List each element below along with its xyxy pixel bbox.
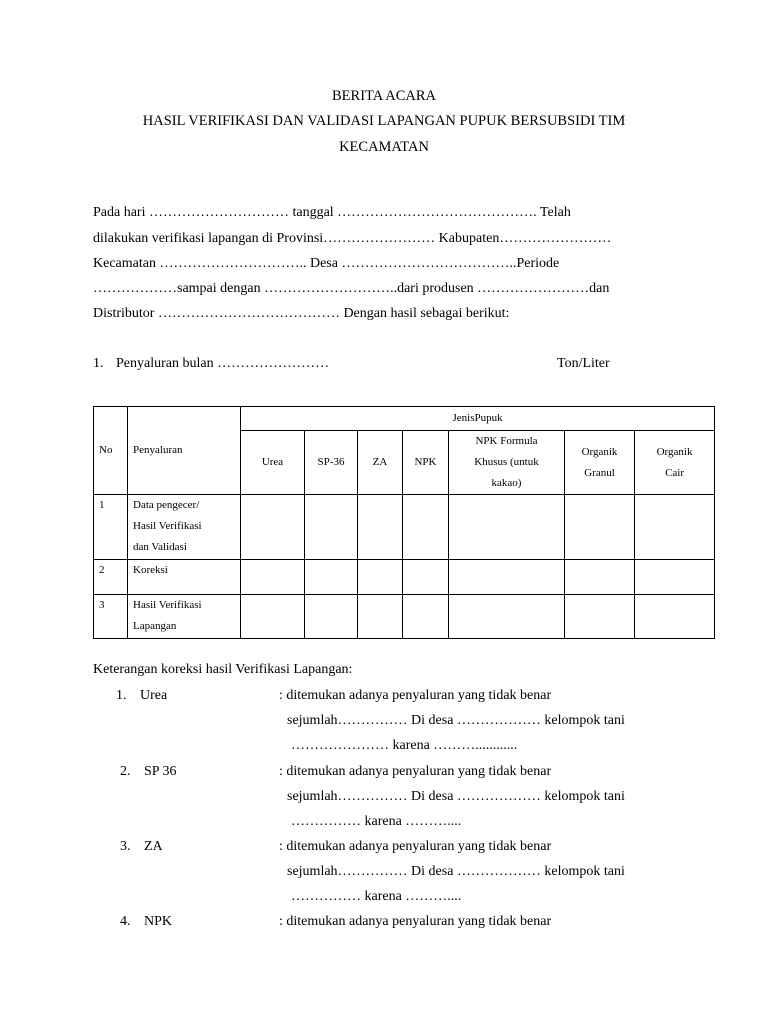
row-label-l1: Data pengecer/	[133, 499, 200, 511]
ket-item-num: 2.	[120, 764, 131, 779]
cell	[241, 560, 305, 595]
cell	[635, 595, 715, 639]
doc-subtitle-cont: KECAMATAN	[339, 139, 429, 155]
row-no: 1	[94, 495, 128, 560]
penyaluran-table	[93, 406, 715, 639]
ket-item-line2: sejumlah…………… Di desa ……………… kelompok tani	[287, 789, 625, 804]
cell	[403, 495, 449, 560]
head-penyaluran: Penyaluran	[128, 407, 241, 495]
cell	[358, 595, 403, 639]
intro-line-4: ………………sampai dengan ………………………..dari produsen ……………………dan	[93, 281, 610, 296]
cell	[449, 595, 565, 639]
cell	[635, 560, 715, 595]
ket-item-name: NPK	[144, 914, 173, 929]
cell	[403, 595, 449, 639]
intro-line-2: dilakukan verifikasi lapangan di Provinsi…………………… Kabupaten……………………	[93, 231, 612, 246]
doc-title: BERITA ACARA	[332, 88, 436, 104]
cell	[305, 595, 358, 639]
row-label	[128, 495, 241, 560]
cell	[403, 560, 449, 595]
ket-item-num: 1.	[116, 688, 127, 703]
col-sp36: SP-36	[305, 431, 358, 495]
col-organik-cair-l1: Organik	[656, 445, 693, 458]
ket-item-line2: sejumlah…………… Di desa ……………… kelompok tani	[287, 713, 625, 728]
col-organik-cair-l2: Cair	[665, 466, 685, 479]
row-label-l1: Koreksi	[133, 564, 168, 576]
row-label	[128, 595, 241, 639]
col-urea: Urea	[241, 431, 305, 495]
cell	[358, 495, 403, 560]
cell	[358, 560, 403, 595]
ket-item-desc: : ditemukan adanya penyaluran yang tidak benar	[279, 688, 552, 703]
cell	[241, 595, 305, 639]
ket-item-line3: …………… karena ………....	[291, 814, 462, 829]
section1-number: 1.	[93, 356, 104, 371]
col-organik-granul-l1: Organik	[581, 445, 618, 458]
col-organik-cair	[635, 431, 715, 495]
ket-item-num: 3.	[120, 839, 131, 854]
row-label-l1: Hasil Verifikasi	[133, 599, 202, 611]
col-organik-granul	[565, 431, 635, 495]
row-label-l2: Hasil Verifikasi	[133, 520, 202, 532]
head-jenis-pupuk: JenisPupuk	[241, 407, 715, 431]
ket-item-line3: …………… karena ………....	[291, 889, 462, 904]
col-npk-khusus-l2: Khusus (untuk	[474, 456, 539, 468]
row-label-l2: Lapangan	[133, 620, 177, 632]
table-row	[94, 560, 715, 595]
row-label-l3: dan Validasi	[133, 541, 187, 553]
ket-item-desc: : ditemukan adanya penyaluran yang tidak benar	[279, 914, 552, 929]
cell	[565, 595, 635, 639]
section1-label: Penyaluran bulan ……………………	[116, 356, 330, 371]
cell	[449, 560, 565, 595]
col-za: ZA	[358, 431, 403, 495]
cell	[305, 560, 358, 595]
col-organik-granul-l2: Granul	[584, 466, 615, 479]
cell	[635, 495, 715, 560]
section1-unit: Ton/Liter	[557, 356, 610, 371]
ket-item-name: Urea	[140, 688, 168, 703]
intro-line-1: Pada hari ………………………… tanggal ……………………………………. Telah	[93, 205, 571, 220]
cell	[565, 560, 635, 595]
doc-subtitle: HASIL VERIFIKASI DAN VALIDASI LAPANGAN PUPUK BERSUBSIDI TIM	[142, 113, 626, 129]
ket-item-desc: : ditemukan adanya penyaluran yang tidak benar	[279, 764, 552, 779]
intro-line-3: Kecamatan ………………………….. Desa ………………………………..Periode	[93, 256, 560, 271]
col-npk-khusus	[449, 431, 565, 495]
keterangan-heading: Keterangan koreksi hasil Verifikasi Lapangan:	[93, 662, 353, 677]
cell	[241, 495, 305, 560]
row-no: 2	[94, 560, 128, 595]
ket-item-num: 4.	[120, 914, 131, 929]
cell	[565, 495, 635, 560]
head-no: No	[94, 407, 128, 495]
col-npk-khusus-l1: NPK Formula	[475, 435, 538, 447]
ket-item-name: SP 36	[144, 764, 177, 779]
table-row	[94, 495, 715, 560]
col-npk: NPK	[403, 431, 449, 495]
ket-item-name: ZA	[144, 839, 163, 854]
cell	[449, 495, 565, 560]
row-label	[128, 560, 241, 595]
cell	[305, 495, 358, 560]
ket-item-line3: ………………… karena ………............	[291, 738, 518, 753]
col-npk-khusus-l3: kakao)	[491, 477, 522, 489]
ket-item-line2: sejumlah…………… Di desa ……………… kelompok tani	[287, 864, 625, 879]
intro-line-5: Distributor ………………………………… Dengan hasil sebagai berikut:	[93, 306, 510, 321]
table-row	[94, 595, 715, 639]
row-no: 3	[94, 595, 128, 639]
ket-item-desc: : ditemukan adanya penyaluran yang tidak benar	[279, 839, 552, 854]
